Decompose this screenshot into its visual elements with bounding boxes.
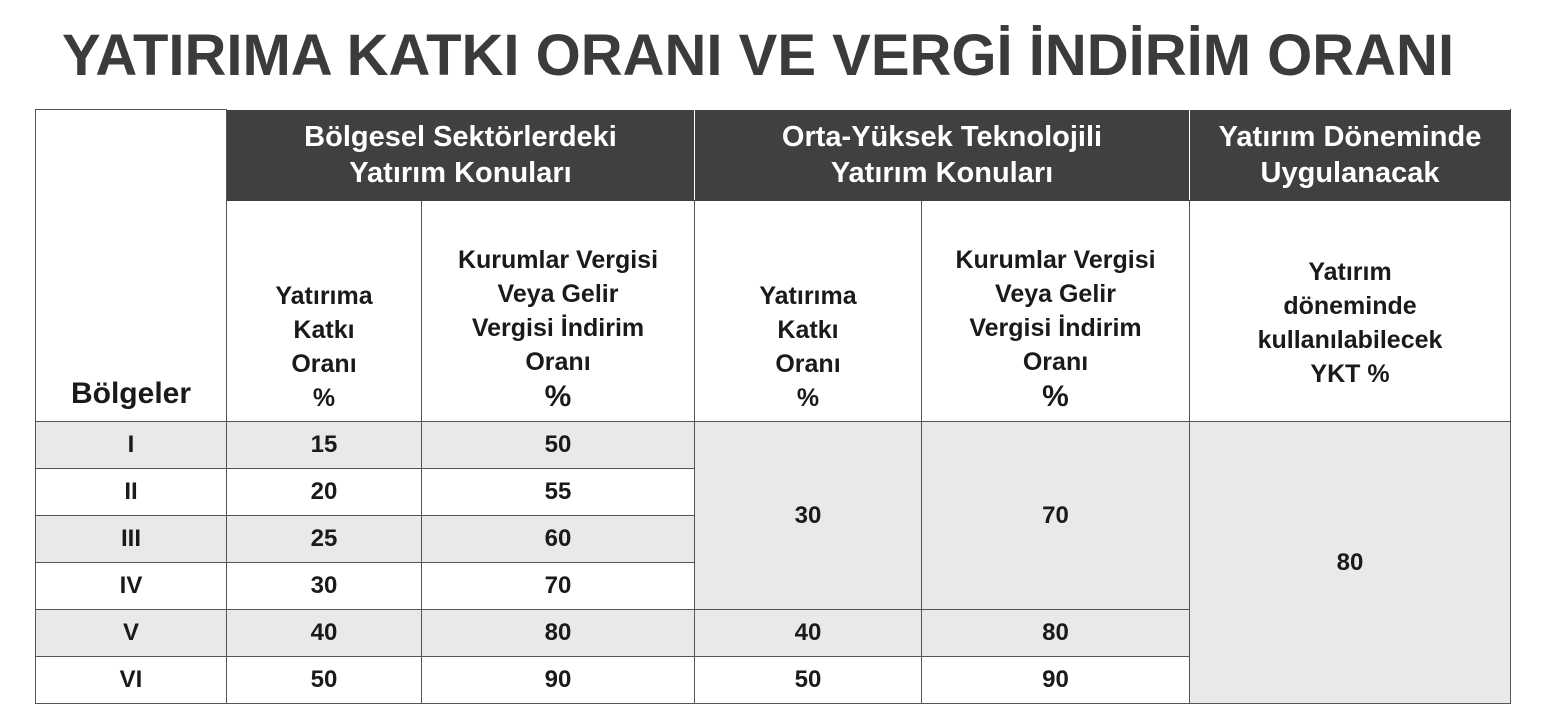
region-cell: III xyxy=(36,516,227,563)
sub-header-line: Veya Gelir xyxy=(497,280,619,308)
sub-header-line: Vergisi İndirim xyxy=(969,314,1142,342)
region-cell: I xyxy=(36,422,227,469)
bolgesel-ykt-cell: 40 xyxy=(227,610,422,657)
region-cell: VI xyxy=(36,657,227,704)
sub-header-line: Kurumlar Vergisi xyxy=(955,246,1156,274)
teknoloji-vergi-cell: 80 xyxy=(922,610,1190,657)
group-header-line: Orta-Yüksek Teknolojili xyxy=(781,121,1103,153)
group-header-line: Yatırım Konuları xyxy=(349,157,572,189)
sub-header-row xyxy=(36,201,1511,422)
teknoloji-vergi-merged-cell: 70 xyxy=(922,422,1190,610)
bolgesel-ykt-cell: 15 xyxy=(227,422,422,469)
page-title: YATIRIMA KATKI ORANI VE VERGİ İNDİRİM ORANI xyxy=(62,23,1455,88)
sub-header-line: Oranı xyxy=(291,350,357,378)
rates-table xyxy=(35,109,1511,704)
regions-header: Bölgeler xyxy=(36,110,227,422)
teknoloji-ykt-merged-cell: 30 xyxy=(695,422,922,610)
group-header-line: Uygulanacak xyxy=(1260,157,1440,189)
bolgesel-vergi-cell: 70 xyxy=(422,563,695,610)
group-header-donem xyxy=(1190,110,1511,201)
bolgesel-vergi-cell: 80 xyxy=(422,610,695,657)
group-header-bolgesel xyxy=(227,110,695,201)
sub-header-bolgesel-ykt xyxy=(227,201,422,422)
region-cell: V xyxy=(36,610,227,657)
bolgesel-vergi-cell: 55 xyxy=(422,469,695,516)
bolgesel-ykt-cell: 25 xyxy=(227,516,422,563)
teknoloji-vergi-cell: 90 xyxy=(922,657,1190,704)
sub-header-line: % xyxy=(796,384,820,412)
sub-header-line: Kurumlar Vergisi xyxy=(457,246,659,274)
bolgesel-ykt-cell: 20 xyxy=(227,469,422,516)
bolgesel-vergi-cell: 50 xyxy=(422,422,695,469)
sub-header-line: döneminde xyxy=(1283,292,1417,320)
sub-header-line: % xyxy=(1042,380,1069,413)
sub-header-line: Katkı xyxy=(293,316,355,344)
sub-header-line: % xyxy=(312,384,336,412)
bolgesel-vergi-cell: 90 xyxy=(422,657,695,704)
group-header-line: Yatırım Konuları xyxy=(830,157,1054,189)
group-header-row xyxy=(36,110,1511,201)
teknoloji-ykt-cell: 40 xyxy=(695,610,922,657)
sub-header-line: kullanılabilecek xyxy=(1257,326,1443,354)
group-header-line: Bölgesel Sektörlerdeki xyxy=(304,121,617,153)
donem-ykt-merged-cell: 80 xyxy=(1190,422,1511,704)
sub-header-line: Yatırıma xyxy=(759,282,857,310)
sub-header-line: Oranı xyxy=(525,348,591,376)
region-cell: IV xyxy=(36,563,227,610)
sub-header-line: Vergisi İndirim xyxy=(471,314,645,342)
sub-header-line: Yatırım xyxy=(1308,258,1392,286)
sub-header-donem xyxy=(1190,201,1511,422)
sub-header-line: YKT % xyxy=(1310,360,1390,388)
group-header-line: Yatırım Döneminde xyxy=(1218,121,1482,153)
sub-header-line: Oranı xyxy=(775,350,841,378)
sub-header-teknoloji-vergi xyxy=(922,201,1190,422)
teknoloji-ykt-cell: 50 xyxy=(695,657,922,704)
bolgesel-ykt-cell: 30 xyxy=(227,563,422,610)
table-row xyxy=(36,422,1511,469)
sub-header-bolgesel-vergi xyxy=(422,201,695,422)
sub-header-line: Yatırıma xyxy=(275,282,373,310)
group-header-teknoloji xyxy=(695,110,1190,201)
bolgesel-vergi-cell: 60 xyxy=(422,516,695,563)
region-cell: II xyxy=(36,469,227,516)
sub-header-line: % xyxy=(544,380,572,413)
sub-header-line: Oranı xyxy=(1022,348,1089,376)
bolgesel-ykt-cell: 50 xyxy=(227,657,422,704)
sub-header-teknoloji-ykt xyxy=(695,201,922,422)
sub-header-line: Katkı xyxy=(777,316,839,344)
sub-header-line: Veya Gelir xyxy=(995,280,1116,308)
